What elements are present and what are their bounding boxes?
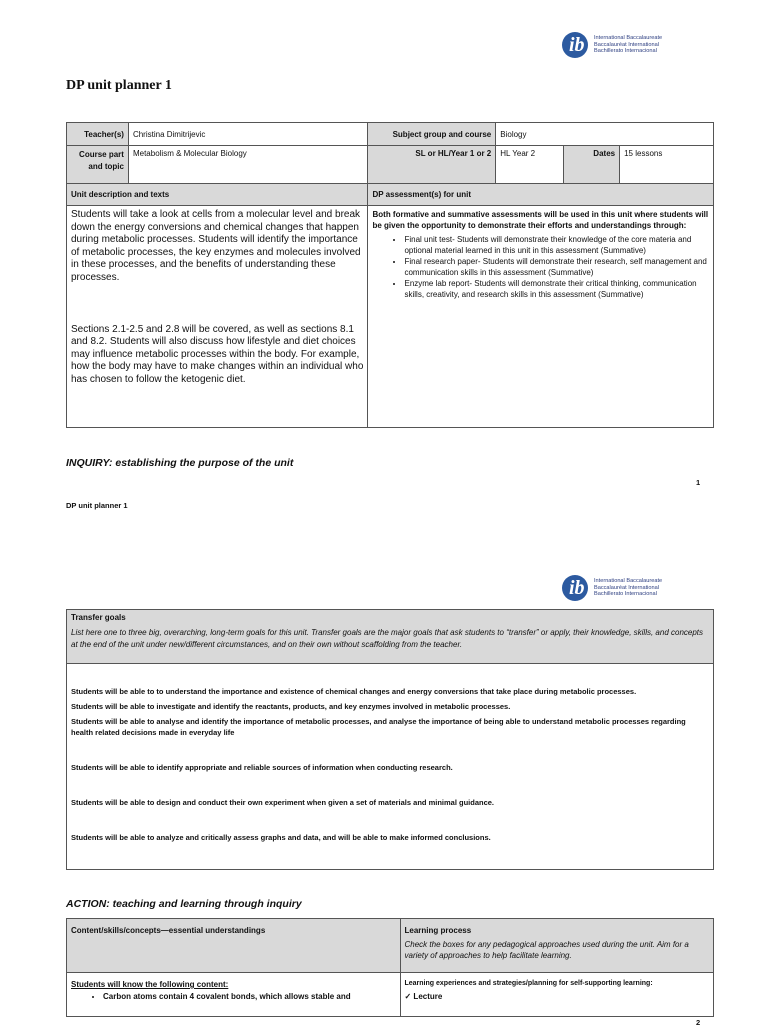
logo-line-2: Baccalauréat International xyxy=(594,41,659,48)
goal-item: Students will be able to design and conduct their own experiment when given a set of materials and minimal guidance. xyxy=(71,798,494,807)
learning-process-instructions: Check the boxes for any pedagogical approaches used during the unit. Aim for a variety of approaches to help facilitate learning. xyxy=(404,940,689,960)
teacher-label: Teacher(s) xyxy=(67,123,129,146)
assessment-item: • Final unit test- Students will demonstrate their knowledge of the core materia and optional material learned in this unit in this assessment (Summative) xyxy=(404,234,709,256)
ib-logo xyxy=(562,575,662,601)
course-label: Course part and topic xyxy=(67,146,129,184)
assessment-header: DP assessment(s) for unit xyxy=(368,184,714,206)
logo-line-1: International Baccalaureate xyxy=(594,35,663,42)
transfer-goals-list xyxy=(67,664,714,870)
learning-process-title: Learning process xyxy=(404,926,472,935)
logo-line-3: Bachillerato Internacional xyxy=(594,48,657,55)
ib-logo-mark: ib xyxy=(562,575,588,601)
lecture-checkbox[interactable]: ✓ Lecture xyxy=(404,992,443,1001)
goal-item: Students will be able to investigate and identify the reactants, products, and key enzymes involved in metabolic processes. xyxy=(71,702,511,711)
transfer-goals-header xyxy=(67,610,714,664)
course-value: Metabolism & Molecular Biology xyxy=(128,146,368,184)
page-number: 2 xyxy=(696,1018,701,1027)
strategies-cell xyxy=(400,973,714,1017)
assessment-item: • Enzyme lab report- Students will demonstrate their critical thinking, communication skills, creativity, and research skills in this assessment (Summative) xyxy=(404,278,709,300)
unit-description-p2: Sections 2.1-2.5 and 2.8 will be covered, as well as sections 8.1 and 8.2. Students will also discuss how lifestyle and diet choices may influence metabolic processes within the body. For example, how the body may have to make changes within an individual who has chosen to follow the ketogenic diet. xyxy=(71,323,364,385)
logo-line-3: Bachillerato Internacional xyxy=(594,591,657,598)
teacher-value: Christina Dimitrijevic xyxy=(128,123,368,146)
know-list xyxy=(71,991,396,1002)
subject-value: Biology xyxy=(496,123,714,146)
assessment-intro: Both formative and summative assessments will be used in this unit where students will be given the opportunity to demonstrate their efforts and understandings through: xyxy=(372,210,709,230)
inquiry-heading: INQUIRY: establishing the purpose of the unit xyxy=(66,457,294,469)
goal-item: Students will be able to analyse and identify the importance of metabolic processes, and analyse the importance of being able to understand metabolic processes regarding health related decisions made in everyday life xyxy=(71,717,686,737)
know-heading: Students will know the following content: xyxy=(71,980,229,989)
content-cell xyxy=(67,973,401,1017)
unit-description-p1: Students will take a look at cells from a molecular level and break down the energy conversions and chemical changes that happen during metabolic processes. Students will identify the importance of metabolic processes, the key enzymes and molecules involved in these processes, and the benefits of understanding these processes. xyxy=(71,209,361,283)
unit-description-cell xyxy=(67,206,368,428)
assessment-cell xyxy=(368,206,714,428)
year-value: HL Year 2 xyxy=(496,146,564,184)
footer-title: DP unit planner 1 xyxy=(66,501,128,510)
year-label: SL or HL/Year 1 or 2 xyxy=(368,146,496,184)
dates-label: Dates xyxy=(564,146,620,184)
action-heading: ACTION: teaching and learning through inquiry xyxy=(66,898,302,910)
transfer-goals-title: Transfer goals xyxy=(71,613,126,622)
assessment-item: • Final research paper- Students will demonstrate their research, self management and communication skills in this assessment (Summative) xyxy=(404,256,709,278)
assessment-list xyxy=(372,234,709,300)
learning-process-header xyxy=(400,919,714,973)
unit-desc-header: Unit description and texts xyxy=(67,184,368,206)
goal-item: Students will be able to analyze and critically assess graphs and data, and will be able to make informed conclusions. xyxy=(71,833,491,842)
goal-item: Students will be able to to understand the importance and existence of chemical changes and energy conversions that take place during metabolic processes. xyxy=(71,687,637,696)
know-item: • Carbon atoms contain 4 covalent bonds, which allows stable and xyxy=(103,991,396,1002)
subject-label: Subject group and course xyxy=(368,123,496,146)
transfer-goals-instructions: List here one to three big, overarching, long-term goals for this unit. Transfer goals are the major goals that ask students to “transfer” or apply, their knowledge, skills, and concepts at the end of the unit under new/different circumstances, and on their own without scaffolding from the teacher. xyxy=(71,628,704,649)
ib-logo xyxy=(562,32,662,58)
logo-line-1: International Baccalaureate xyxy=(594,578,663,585)
action-table xyxy=(66,918,714,1017)
strategies-label: Learning experiences and strategies/planning for self-supporting learning: xyxy=(404,980,653,987)
transfer-goals-table xyxy=(66,609,714,870)
page-title: DP unit planner 1 xyxy=(66,78,172,93)
goal-item: Students will be able to identify appropriate and reliable sources of information when conducting research. xyxy=(71,763,453,772)
dates-value: 15 lessons xyxy=(620,146,714,184)
unit-info-table xyxy=(66,122,714,428)
page-number: 1 xyxy=(696,478,701,487)
logo-line-2: Baccalauréat International xyxy=(594,584,659,591)
ib-logo-mark: ib xyxy=(562,32,588,58)
content-header: Content/skills/concepts—essential understandings xyxy=(67,919,401,973)
